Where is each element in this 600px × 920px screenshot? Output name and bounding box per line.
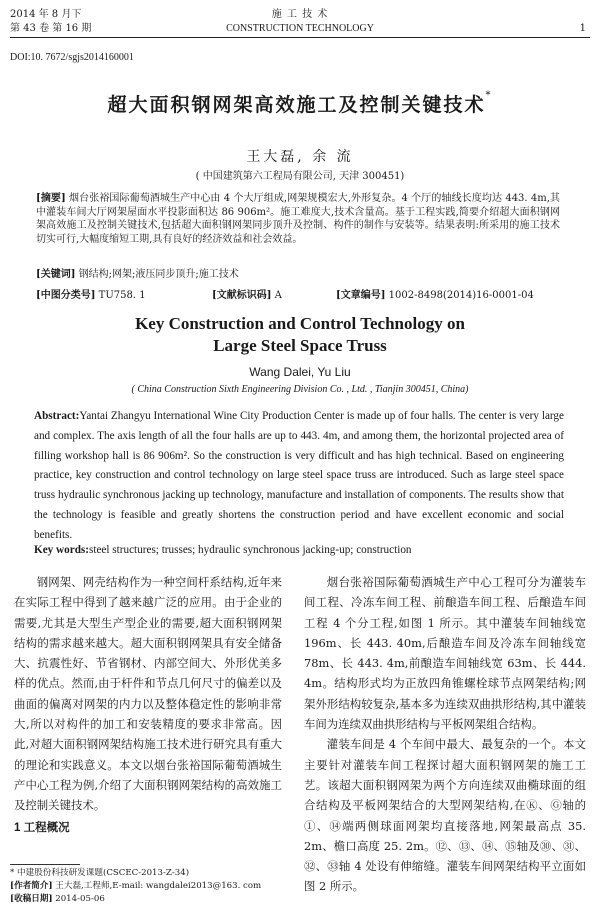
right-column [304,572,586,897]
overview-paragraph-1: 烟台张裕国际葡萄酒城生产中心工程可分为灌装车间工程、冷冻车间工程、前酿造车间工程、后酿造车间工程 4 个分工程,如图 1 所示。其中灌装车间轴线宽 196m、长 443. 40m,后酿造车间及冷冻车间轴线宽 78m、长 443. 4m,前酿造车间轴线宽 63m、长 444. 4m。结构形式均为正放四角锥螺栓球节点网架结构;网架外形结构较复杂,基本多为连续双曲拱形结构,其中灌装车间为连续双曲拱形结构与平板网架组合结构。 [304,575,586,732]
volume-issue: 第 43 卷 第 16 期 [10,23,92,34]
keywords-cn-text: 钢结构;网架;液压同步顶升;施工技术 [78,269,239,280]
article-title-en-line1: Key Construction and Control Technology on [135,314,465,333]
article-title-cn: 超大面积钢网架高效施工及控制关键技术* [107,90,493,116]
intro-paragraph: 钢网架、网壳结构作为一种空间杆系结构,近年来在实际工程中得到了越来越广泛的应用。由于企业的需要,尤其是大型生产型企业的需要,超大面积钢网架结构的需求越来越大。超大面积钢网架具有安全储备大、抗震性好、节省钢材、内部空间大、外形优美多样的优点。然而,由于杆件和节点几何尺寸的偏差以及曲面的偏离对网架的内力以及整体稳定性的影响非常大,所以对构件的加工和安装精度的要求非常高。因此,对超大面积钢网架结构施工技术进行研究具有重大的理论和实践意义。本文以烟台张裕国际葡萄酒城生产中心工程为例,介绍了大面积钢网架结构的高效施工及控制关键技术。 [14,575,282,813]
article-number: [文章编号] 1002-8498(2014)16-0001-04 [336,290,534,301]
journal-title-cn: 施 工 技 术 [271,9,329,20]
footnote-author: [作者简介] 王大磊,工程师,E-mail: wangdalei2013@163. com [10,881,262,891]
footnote-rule [10,864,80,865]
abstract-cn-label: [摘要] [36,193,66,204]
section-heading: 1 工程概况 [14,821,70,834]
footnote-fund: * 中建股份科技研发课题(CSCEC-2013-Z-34) [10,868,190,878]
abstract-en [34,407,564,546]
keywords-en-text: steel structures; trusses; hydraulic synchronous jacking-up; construction [89,544,412,556]
affiliation-en: ( China Construction Sixth Engineering Division Co. , Ltd. , Tianjin 300451, China) [131,384,469,395]
issue-date: 2014 年 8 月下 [10,9,82,20]
header-rule [10,37,590,38]
footnote-received: [收稿日期] 2014-05-06 [10,894,105,904]
keywords-cn [36,268,560,282]
journal-title-en: CONSTRUCTION TECHNOLOGY [226,23,374,34]
abstract-cn [36,192,560,246]
doi: DOI:10. 7672/sgjs2014160001 [10,52,134,63]
classification: [中图分类号] TU758. 1 [36,290,146,301]
overview-paragraph-2: 灌装车间是 4 个车间中最大、最复杂的一个。本文主要针对灌装车间工程探讨超大面积钢网架的施工工艺。该超大面积钢网架为两个方向连续双曲椭球面的组合结构及平板网架结合的大型网架结构,在Ⓚ、Ⓖ轴的①、⑭端两侧球面网架均直接落地,网架最高点 35. 2m、檐口高度 25. 2m。⑫、⑬、⑭、⑮轴及㉚、㉛、㉜、㉝轴 4 处设有伸缩缝。灌装车间网架结构平立面如图 2 所示。 [304,737,586,894]
abstract-en-label: Abstract: [34,410,80,422]
page-number: 1 [579,23,586,34]
keywords-en-label: Key words: [34,544,89,556]
affiliation-cn: ( 中国建筑第六工程局有限公司, 天津 300451) [195,171,405,182]
keywords-en [34,541,564,561]
abstract-en-text: Yantai Zhangyu International Wine City Production Center is made up of four halls. The center is very large and complex. The axis length of all the four halls are up to 443. 4m, and among them, the horizontal projected area of filling workshop hall is 86 906m². So the construction is very difficult and has high technical. Based on engineering practice, key construction and control technology on large steel space truss are introduced. Such as large steel space truss hydraulic synchronous jacking up technology, manufacture and installation of components. The results show that the technology is feasible and greatly shortens the construction period and have excellent economic and social benefits. [34,410,564,541]
article-title-en-line2: Large Steel Space Truss [213,336,387,355]
authors-en: Wang Dalei, Yu Liu [249,365,351,379]
keywords-cn-label: [关键词] [36,269,76,280]
document-code: [文献标识码] A [212,290,282,301]
authors-cn: 王大磊, 余 流 [246,149,354,165]
title-footnote-mark: * [485,90,493,101]
left-column [14,572,282,838]
abstract-cn-text: 烟台张裕国际葡萄酒城生产中心由 4 个大厅组成,网架规模宏大,外形复杂。4 个厅的轴线长度均达 443. 4m,其中灌装车间大厅网架屋面水平投影面积达 86 906m²。施工难度大,技术含量高。基于工程实践,简要介绍超大面积钢网架高效施工及控制关键技术,包括超大面积钢网架同步顶升及控制、构件的制作与安装等。结果表明:所采用的施工技术切实可行,大幅度缩短工期,具有良好的经济效益和社会效益。 [36,193,560,245]
